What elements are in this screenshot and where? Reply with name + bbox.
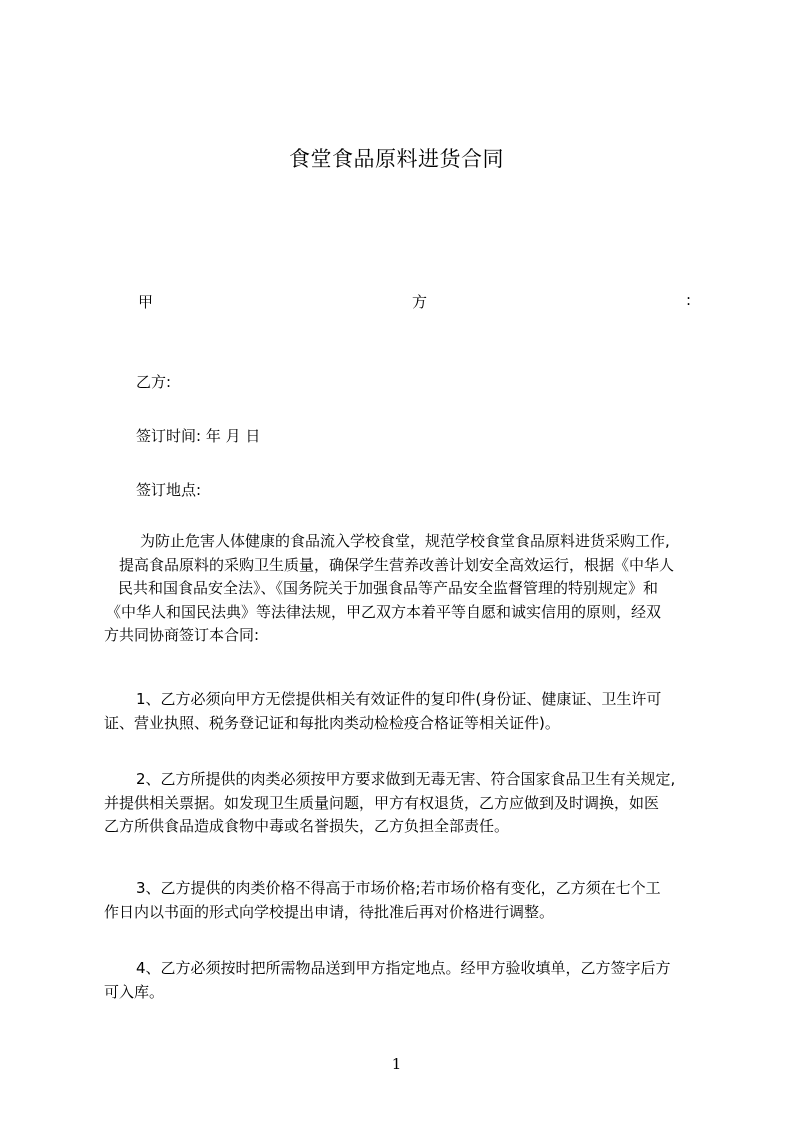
intro-line: 提高食品原料的采购卫生质量，确保学生营养改善计划安全高效运行，根据《中华人 [119,555,675,574]
clause-line: 作日内以书面的形式向学校提出申请，待批准后再对价格进行调整。 [104,902,555,921]
intro-paragraph [104,530,674,648]
clause-2 [104,768,675,839]
party-b-line: 乙方: [136,373,172,391]
party-a-colon: : [686,291,692,309]
clause-line: 并提供相关票据。如发现卫生质量问题，甲方有权退货，乙方应做到及时调换，如医 [104,793,660,812]
intro-line: 为防止危害人体健康的食品流入学校食堂，规范学校食堂食品原料进货采购工作, [140,532,670,550]
clause-line: 2、乙方所提供的肉类必须按甲方要求做到无毒无害、符合国家食品卫生有关规定, [136,770,676,788]
sign-date-line: 签订时间: 年 月 日 [136,427,261,445]
party-a-line [138,291,698,313]
clause-line: 可入库。 [104,982,165,1001]
clause-line: 乙方所供食品造成食物中毒或名誉损失，乙方负担全部责任。 [104,817,510,835]
clause-3 [104,877,661,924]
intro-line: 方共同协商签订本合同: [104,626,260,644]
party-a-char1: 甲 [138,293,154,311]
party-a-char2: 方 [412,293,428,311]
sign-place-line: 签订地点: [136,481,202,499]
contract-title: 食堂食品原料进货合同 [289,147,504,171]
clause-1 [104,688,661,735]
intro-line: 民共和国食品安全法》、《国务院关于加强食品等产品安全监督管理的特别规定》和 [118,579,659,597]
clause-line: 1、乙方必须向甲方无偿提供相关有效证件的复印件(身份证、健康证、卫生许可 [136,690,662,708]
clause-line: 3、乙方提供的肉类价格不得高于市场价格;若市场价格有变化，乙方须在七个工 [136,879,661,897]
clause-line: 证、营业执照、税务登记证和每批肉类动检检疫合格证等相关证件)。 [104,713,560,732]
clause-4 [104,957,671,1004]
clause-line: 4、乙方必须按时把所需物品送到甲方指定地点。经甲方验收填单，乙方签字后方 [136,959,671,977]
page-number: 1 [391,1055,402,1073]
intro-line: 《中华人和国民法典》等法律法规，甲乙双方本着平等自愿和诚实信用的原则，经双 [106,602,662,621]
